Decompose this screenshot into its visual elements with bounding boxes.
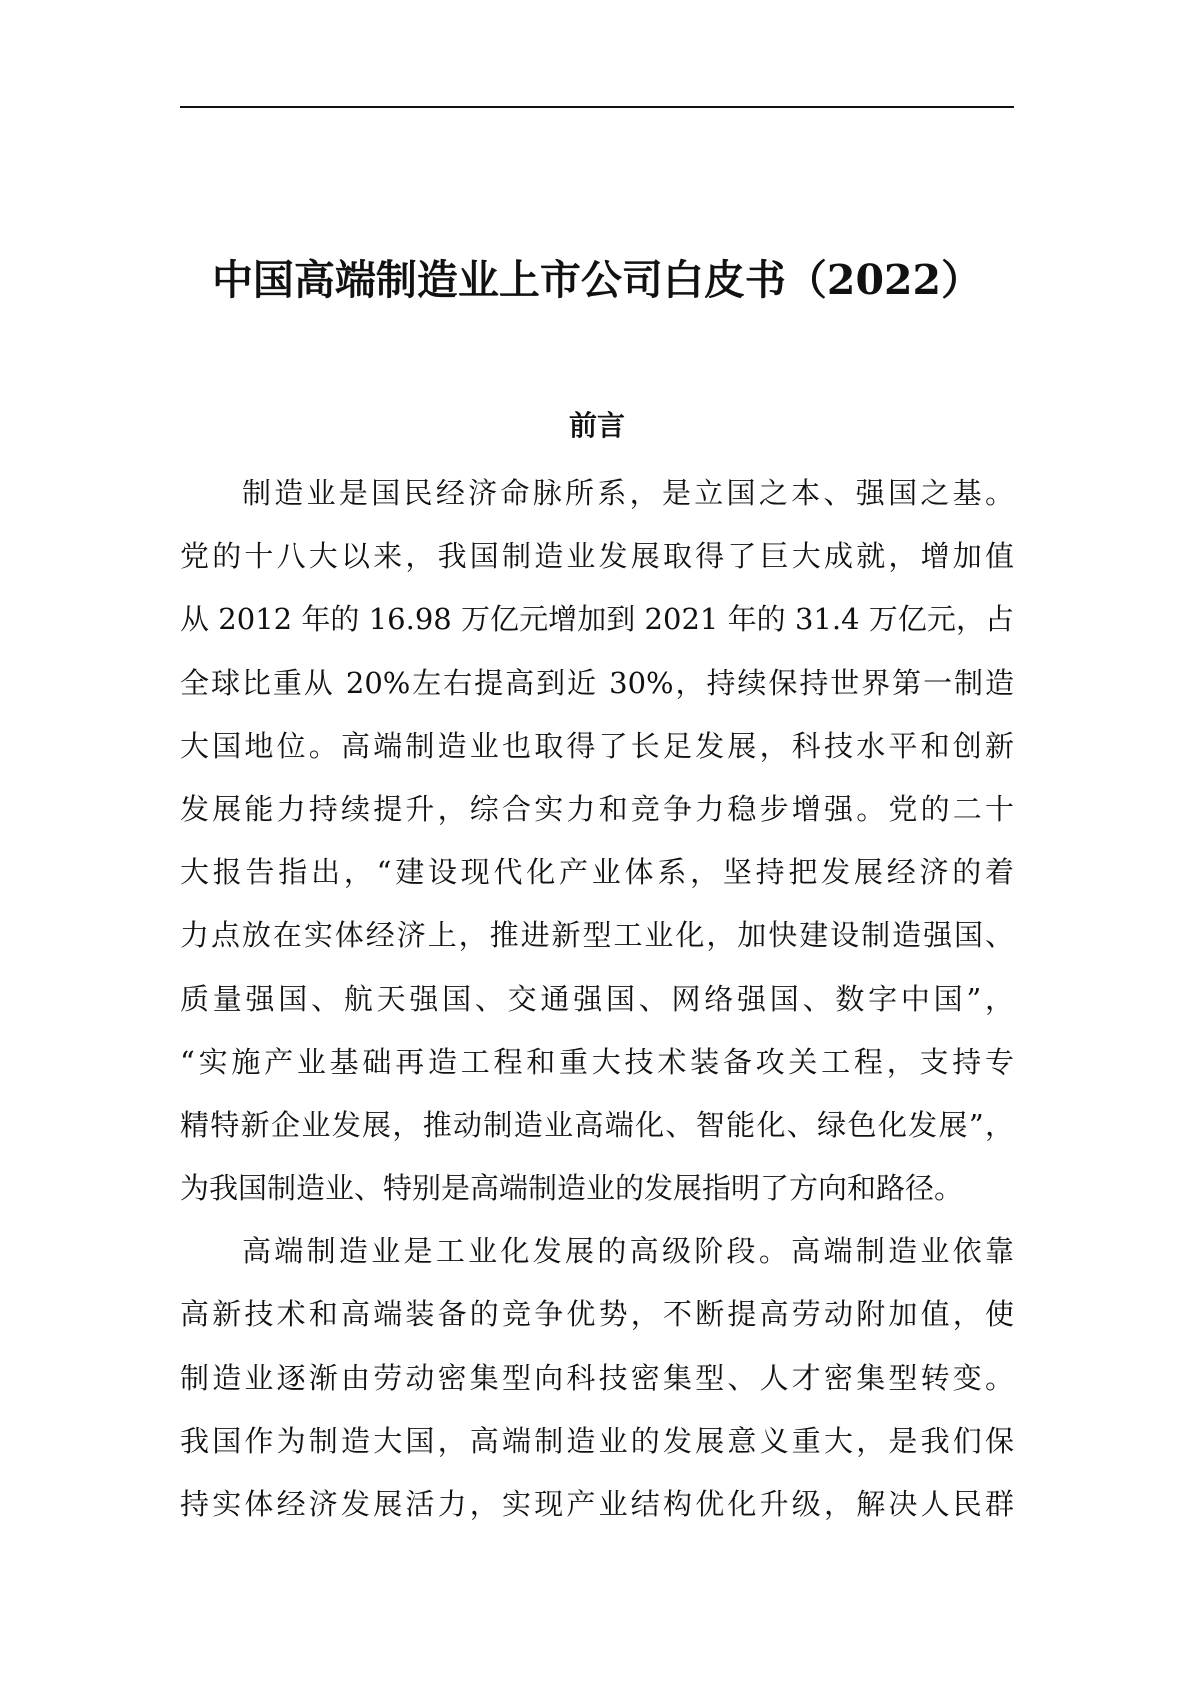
paragraph-line: 高端制造业是工业化发展的高级阶段。高端制造业依靠 — [242, 1234, 1014, 1269]
paragraph-line: 大国地位。高端制造业也取得了长足发展，科技水平和创新 — [180, 728, 1014, 763]
paragraph-line: 力点放在实体经济上，推进新型工业化，加快建设制造强国、 — [180, 918, 1014, 953]
paragraph-line: 精特新企业发展，推动制造业高端化、智能化、绿色化发展”， — [180, 1107, 1014, 1142]
paragraph-line: 全球比重从 20%左右提高到近 30%，持续保持世界第一制造 — [180, 665, 1014, 700]
header-rule — [180, 106, 1014, 108]
paragraph-line: 从 2012 年的 16.98 万亿元增加到 2021 年的 31.4 万亿元，占 — [180, 602, 1014, 637]
paragraph-line: 制造业是国民经济命脉所系，是立国之本、强国之基。 — [242, 476, 1014, 510]
document-title: 中国高端制造业上市公司白皮书（2022） — [211, 256, 983, 304]
paragraph-line: 我国作为制造大国，高端制造业的发展意义重大，是我们保 — [180, 1423, 1014, 1458]
section-title: 前言 — [568, 409, 625, 442]
paragraph-line: 为我国制造业、特别是高端制造业的发展指明了方向和路径。 — [180, 1171, 964, 1206]
paragraph-line: 发展能力持续提升，综合实力和竞争力稳步增强。党的二十 — [180, 791, 1014, 826]
paragraph-line: 质量强国、航天强国、交通强国、网络强国、数字中国”， — [180, 981, 1014, 1016]
paragraph-line: 持实体经济发展活力，实现产业结构优化升级，解决人民群 — [180, 1487, 1014, 1521]
paragraph-line: 高新技术和高端装备的竞争优势，不断提高劳动附加值，使 — [180, 1297, 1014, 1332]
body-text — [180, 462, 1014, 1536]
paragraph-line: 制造业逐渐由劳动密集型向科技密集型、人才密集型转变。 — [180, 1360, 1014, 1395]
paragraph-line: “实施产业基础再造工程和重大技术装备攻关工程，支持专 — [180, 1044, 1014, 1079]
paragraph-line: 党的十八大以来，我国制造业发展取得了巨大成就，增加值 — [180, 539, 1014, 574]
paragraph-line: 大报告指出，“建设现代化产业体系，坚持把发展经济的着 — [180, 855, 1014, 890]
